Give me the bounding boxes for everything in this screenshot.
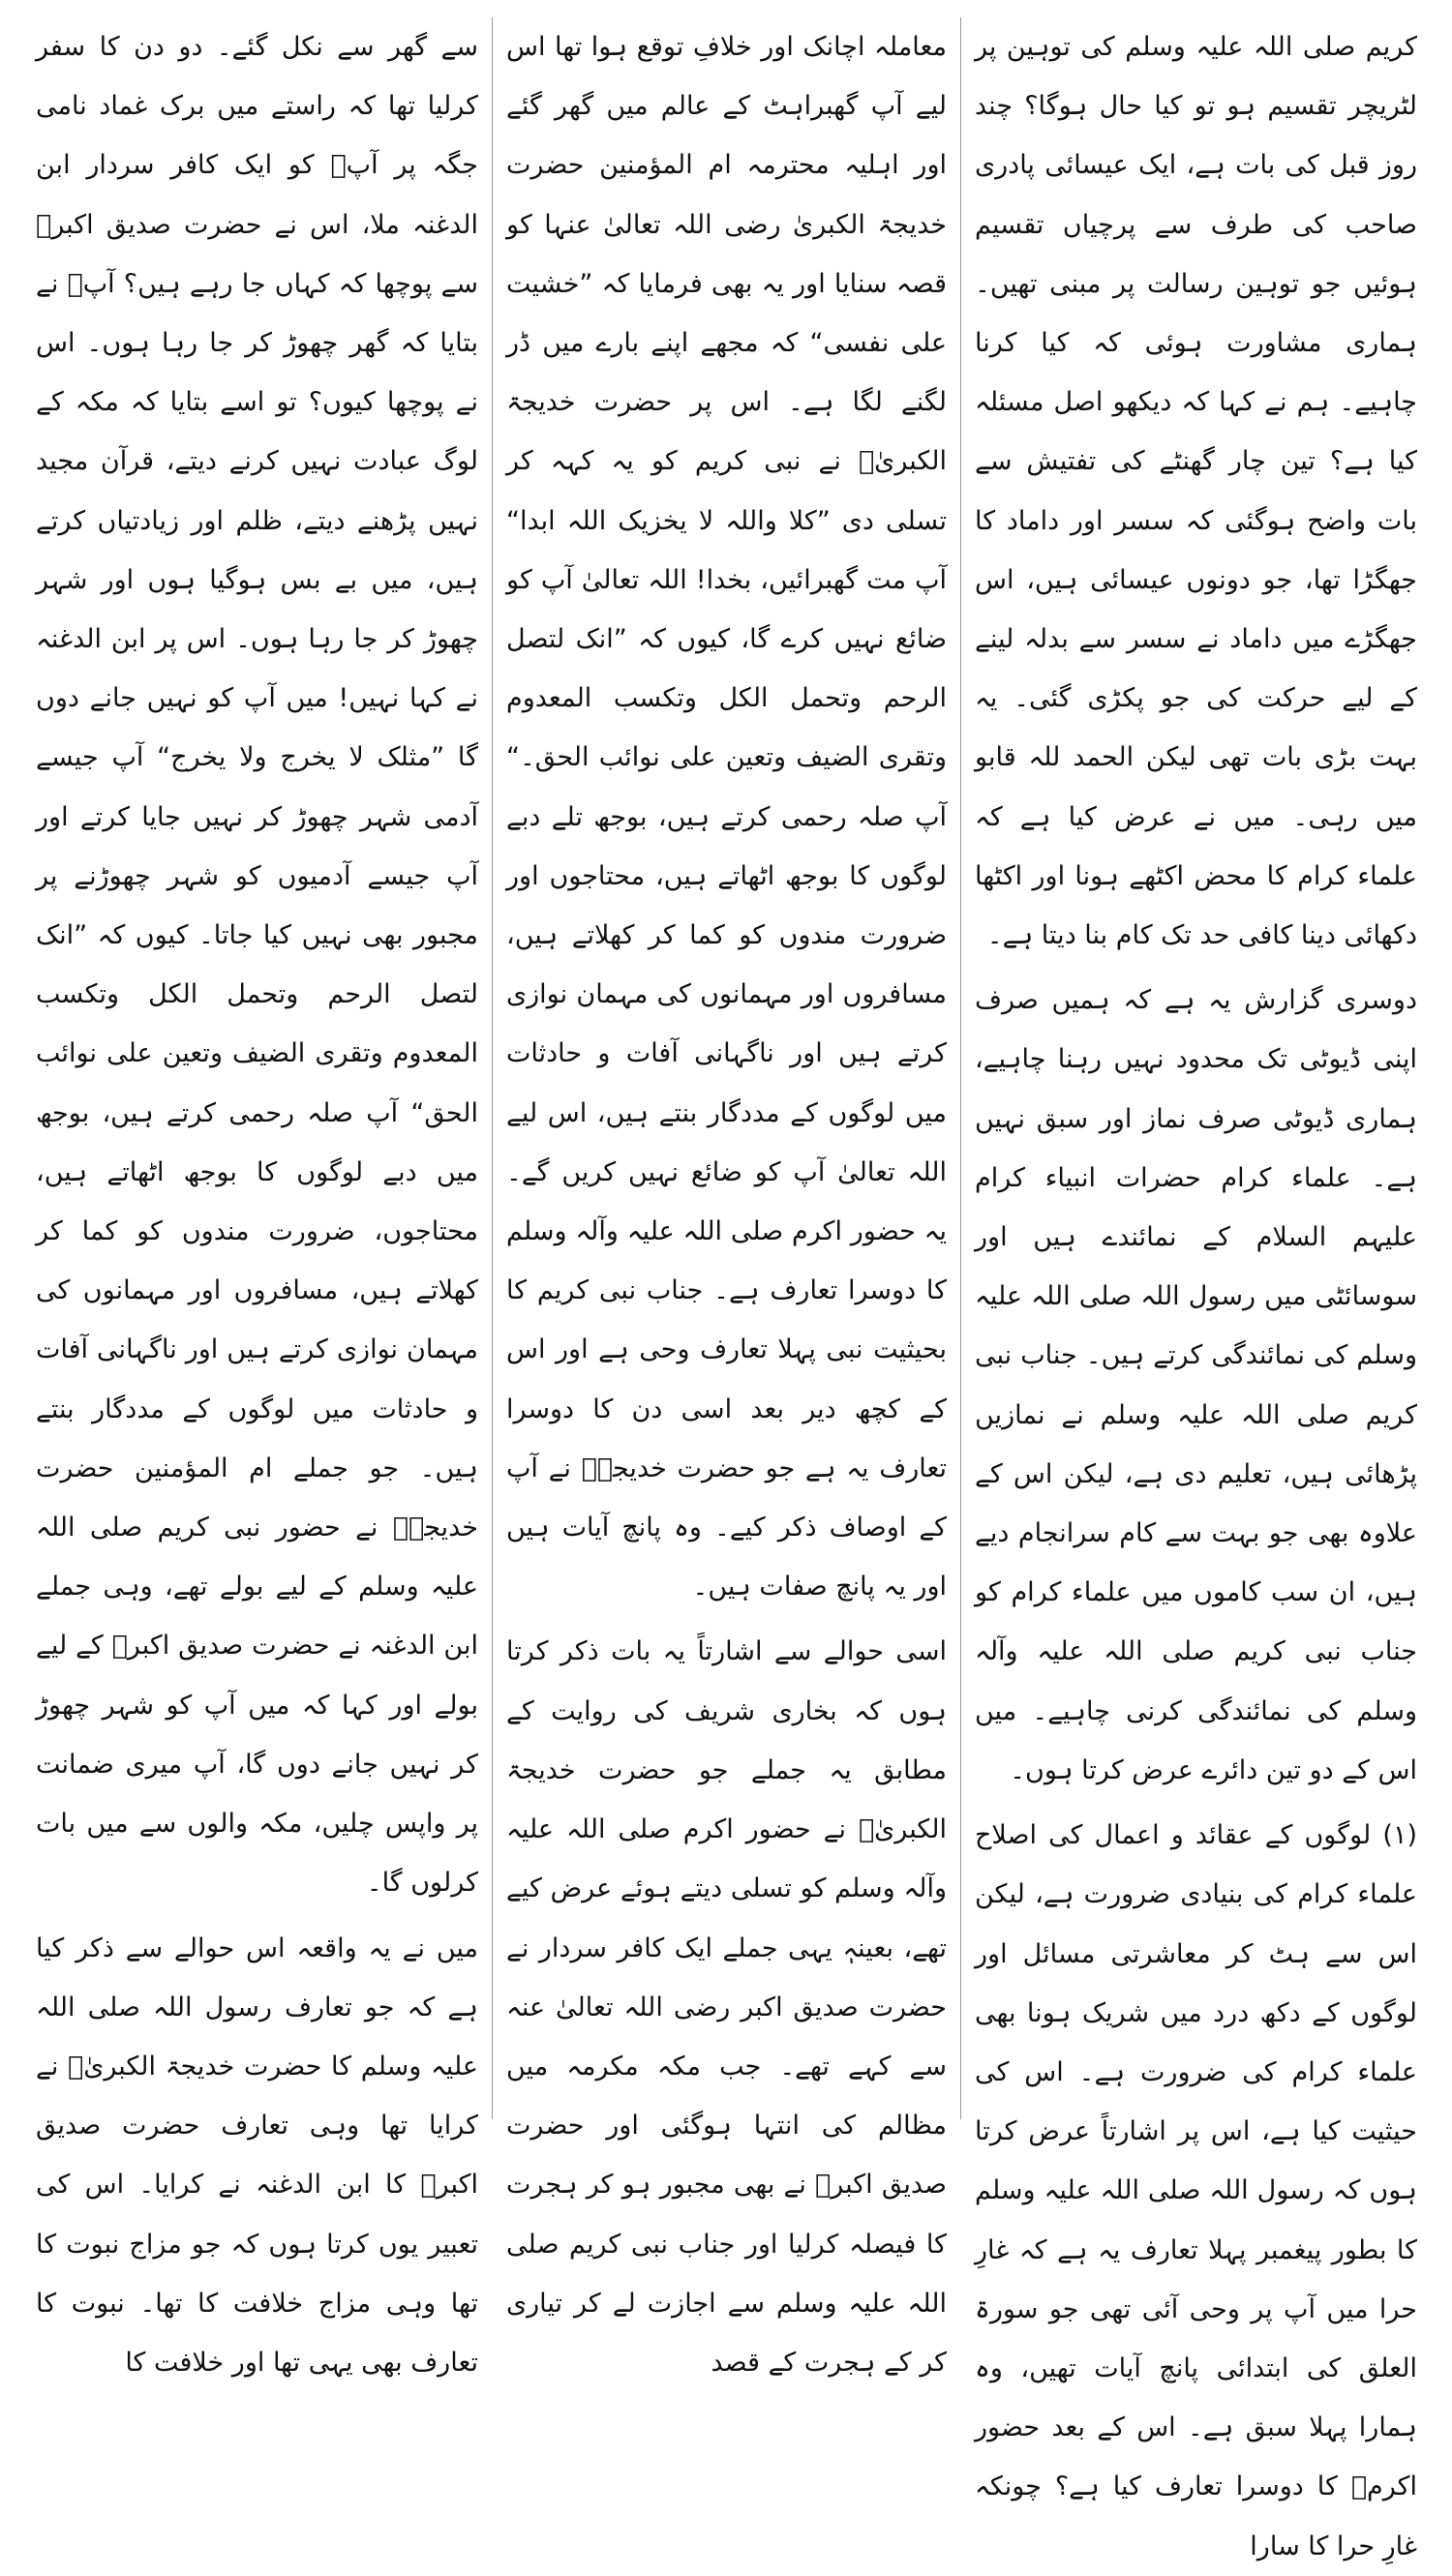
paragraph: سے گھر سے نکل گئے۔ دو دن کا سفر کرلیا تھا کہ راستے میں برک غماد نامی جگہ پر آپؓ کو ایک کافر سردار ابن الدغنہ ملا، اس نے حضرت صدیق اکبرؓ سے پوچھا کہ کہاں جا رہے ہیں؟ آپؓ نے بتایا کہ گھر چھوڑ کر جا رہا ہوں۔ اس نے پوچھا کیوں؟ تو اسے بتایا کہ مکہ کے لوگ عبادت نہیں کرنے دیتے، قرآن مجید نہیں پڑھنے دیتے، ظلم اور زیادتیاں کرتے ہیں، میں بے بس ہوگیا ہوں اور شہر چھوڑ کر جا رہا ہوں۔ اس پر ابن الدغنہ نے کہا نہیں! میں آپ کو نہیں جانے دوں گا ”مثلک لا یخرج ولا یخرج“ آپ جیسے آدمی شہر چھوڑ کر نہیں جایا کرتے اور آپ جیسے آدمیوں کو شہر چھوڑنے پر مجبور بھی نہیں کیا جاتا۔ کیوں کہ ”انک لتصل الرحم وتحمل الکل وتکسب المعدوم وتقری الضیف وتعین علی نوائب الحق“ آپ صلہ رحمی کرتے ہیں، بوجھ میں دبے لوگوں کا بوجھ اٹھاتے ہیں، محتاجوں، ضرورت مندوں کو کما کر کھلاتے ہیں، مسافروں اور مہمانوں کی مہمان نوازی کرتے ہیں اور ناگہانی آفات و حادثات میں لوگوں کے مددگار بنتے ہیں۔ جو جملے ام المؤمنین حضرت خدیجہؓ نے حضور نبی کریم صلی اللہ علیہ وسلم کے لیے بولے تھے، وہی جملے ابن الدغنہ نے حضرت صدیق اکبرؓ کے لیے بولے اور کہا کہ میں آپ کو شہر چھوڑ کر نہیں جانے دوں گا، آپ میری ضمانت پر واپس چلیں، مکہ والوں سے میں بات کرلوں گا۔ [36,32,478,1899]
paragraph: دوسری گزارش یہ ہے کہ ہمیں صرف اپنی ڈیوٹی تک محدود نہیں رہنا چاہیے، ہماری ڈیوٹی صرف نماز اور سبق نہیں ہے۔ علماء کرام حضرات انبیاء کرام علیہم السلام کے نمائندے ہیں اور سوسائٹی میں رسول اللہ صلی اللہ علیہ وسلم کی نمائندگی کرتے ہیں۔ جناب نبی کریم صلی اللہ علیہ وسلم نے نمازیں پڑھائی ہیں، تعلیم دی ہے، لیکن اس کے علاوہ بھی جو بہت سے کام سرانجام دیے ہیں، ان سب کاموں میں علماء کرام کو جناب نبی کریم صلی اللہ علیہ وآلہ وسلم کی نمائندگی کرنی چاہیے۔ میں اس کے دو تین دائرے عرض کرتا ہوں۔ [975,985,1417,1785]
paragraph: اسی حوالے سے اشارتاً یہ بات ذکر کرتا ہوں کہ بخاری شریف کی روایت کے مطابق یہ جملے جو حضرت خدیجۃ الکبریٰؓ نے حضور اکرم صلی اللہ علیہ وآلہ وسلم کو تسلی دیتے ہوئے عرض کیے تھے، بعینہٖ یہی جملے ایک کافر سردار نے حضرت صدیق اکبر رضی اللہ تعالیٰ عنہ سے کہے تھے۔ جب مکہ مکرمہ میں مظالم کی انتہا ہوگئی اور حضرت صدیق اکبرؓ نے بھی مجبور ہو کر ہجرت کا فیصلہ کرلیا اور جناب نبی کریم صلی اللہ علیہ وسلم سے اجازت لے کر تیاری کر کے ہجرت کے قصد [506,1636,947,2378]
paragraph: میں نے یہ واقعہ اس حوالے سے ذکر کیا ہے کہ جو تعارف رسول اللہ صلی اللہ علیہ وسلم کا حضرت خدیجۃ الکبریٰؓ نے کرایا تھا وہی تعارف حضرت صدیق اکبرؓ کا ابن الدغنہ نے کرایا۔ اس کی تعبیر یوں کرتا ہوں کہ جو مزاج نبوت کا تھا وہی مزاج خلافت کا تھا۔ نبوت کا تعارف بھی یہی تھا اور خلافت کا [36,1932,478,2378]
paragraph: معاملہ اچانک اور خلافِ توقع ہوا تھا اس لیے آپ گھبراہٹ کے عالم میں گھر گئے اور اہلیہ محترمہ ام المؤمنین حضرت خدیجۃ الکبریٰ رضی اللہ تعالیٰ عنہا کو قصہ سنایا اور یہ بھی فرمایا کہ ”خشیت علی نفسی“ کہ مجھے اپنے بارے میں ڈر لگنے لگا ہے۔ اس پر حضرت خدیجۃ الکبریٰؓ نے نبی کریم کو یہ کہہ کر تسلی دی ”کلا واللہ لا یخزیک اللہ ابدا“ آپ مت گھبرائیں، بخدا! اللہ تعالیٰ آپ کو ضائع نہیں کرے گا، کیوں کہ ”انک لتصل الرحم وتحمل الکل وتکسب المعدوم وتقری الضیف وتعین علی نوائب الحق۔“ آپ صلہ رحمی کرتے ہیں، بوجھ تلے دبے لوگوں کا بوجھ اٹھاتے ہیں، محتاجوں اور ضرورت مندوں کو کما کر کھلاتے ہیں، مسافروں اور مہمانوں کی مہمان نوازی کرتے ہیں اور ناگہانی آفات و حادثات میں لوگوں کے مددگار بنتے ہیں، اس لیے اللہ تعالیٰ آپ کو ضائع نہیں کریں گے۔ یہ حضور اکرم صلی اللہ علیہ وآلہ وسلم کا دوسرا تعارف ہے۔ جناب نبی کریم کا بحیثیت نبی پہلا تعارف وحی ہے اور اس کے کچھ دیر بعد اسی دن کا دوسرا تعارف یہ ہے جو حضرت خدیجہؓ نے آپ کے اوصاف ذکر کیے۔ وہ پانچ آیات ہیں اور یہ پانچ صفات ہیں۔ [506,32,947,1603]
text-column-left [22,17,492,2378]
text-column-middle [492,17,961,2378]
paragraph: (۱) لوگوں کے عقائد و اعمال کی اصلاح علماء کرام کی بنیادی ضرورت ہے، لیکن اس سے ہٹ کر معاشرتی مسائل اور لوگوں کے دکھ درد میں شریک ہونا بھی علماء کرام کی ضرورت ہے۔ اس کی حیثیت کیا ہے، اس پر اشارتاً عرض کرتا ہوں کہ رسول اللہ صلی اللہ علیہ وسلم کا بطور پیغمبر پہلا تعارف یہ ہے کہ غارِ حرا میں آپ پر وحی آئی تھی جو سورۃ العلق کی ابتدائی پانچ آیات تھیں، وہ ہمارا پہلا سبق ہے۔ اس کے بعد حضور اکرمؐ کا دوسرا تعارف کیا ہے؟ چونکہ غارِ حرا کا سارا [975,1820,1417,2561]
paragraph: کریم صلی اللہ علیہ وسلم کی توہین پر لٹریچر تقسیم ہو تو کیا حال ہوگا؟ چند روز قبل کی بات ہے، ایک عیسائی پادری صاحب کی طرف سے پرچیاں تقسیم ہوئیں جو توہین رسالت پر مبنی تھیں۔ ہماری مشاورت ہوئی کہ کیا کرنا چاہیے۔ ہم نے کہا کہ دیکھو اصل مسئلہ کیا ہے؟ تین چار گھنٹے کی تفتیش سے بات واضح ہوگئی کہ سسر اور داماد کا جھگڑا تھا، جو دونوں عیسائی ہیں، اس جھگڑے میں داماد نے سسر سے بدلہ لینے کے لیے حرکت کی جو پکڑی گئی۔ یہ بہت بڑی بات تھی لیکن الحمد للہ قابو میں رہی۔ میں نے عرض کیا ہے کہ علماء کرام کا محض اکٹھے ہونا اور اکٹھا دکھائی دینا کافی حد تک کام بنا دیتا ہے۔ [975,32,1417,951]
text-column-right [961,17,1431,2561]
